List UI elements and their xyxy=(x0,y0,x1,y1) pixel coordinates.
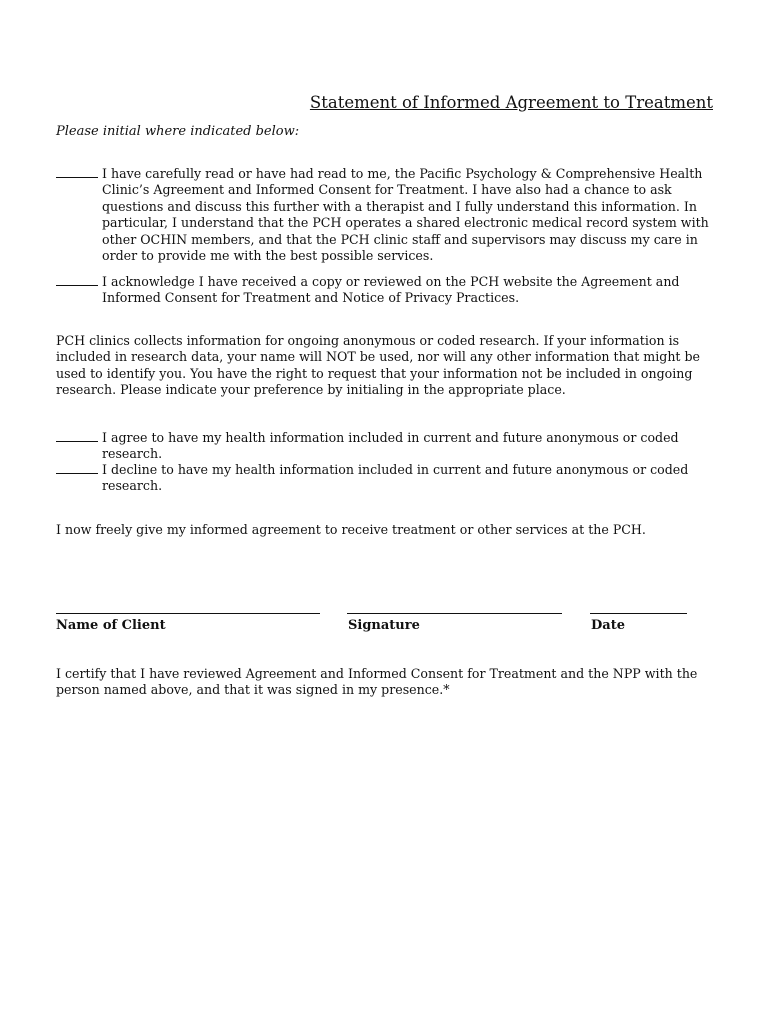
initial-item-text: I acknowledge I have received a copy or reviewed on the PCH website the Agreement and Informed Consent for Treatment and Notice of Privacy Practices. xyxy=(102,274,680,306)
date-line[interactable] xyxy=(590,613,687,614)
research-item-text: I agree to have my health information included in current and future anonymous or coded research. xyxy=(102,430,679,462)
initial-item-acknowledge-copy xyxy=(56,274,716,307)
client-name-label: Name of Client xyxy=(56,618,166,633)
initial-blank-line[interactable] xyxy=(56,431,98,442)
research-item-agree xyxy=(56,430,716,463)
initial-item-text: I have carefully read or have had read to me, the Pacific Psychology & Comprehensive Health Clinic’s Agreement and Informed Consent for Treatment. I have also had a chance to ask questions and discuss this further with a therapist and I fully understand this information. In particular, I understand that the PCH operates a shared electronic medical record system with other OCHIN members, and that the PCH clinic staff and supervisors may discuss my care in order to provide me with the best possible services. xyxy=(102,166,709,264)
signature-label: Signature xyxy=(348,618,420,633)
signature-line[interactable] xyxy=(347,613,562,614)
initial-blank-line[interactable] xyxy=(56,275,98,286)
client-name-line[interactable] xyxy=(56,613,320,614)
research-paragraph: PCH clinics collects information for ongoing anonymous or coded research. If your information is included in research data, your name will NOT be used, nor will any other information that might be used to identify you. You have the right to request that your information not be included in ongoing research. Please indicate your preference by initialing in the appropriate place. xyxy=(56,333,701,398)
instructions-text: Please initial where indicated below: xyxy=(56,124,300,139)
initial-blank-line[interactable] xyxy=(56,167,98,178)
initial-item-read-agreement xyxy=(56,166,716,264)
research-item-decline xyxy=(56,462,716,495)
date-label: Date xyxy=(591,618,625,633)
agreement-statement: I now freely give my informed agreement to receive treatment or other services at the PCH. xyxy=(56,522,646,537)
research-item-text: I decline to have my health information included in current and future anonymous or coded research. xyxy=(102,462,689,494)
certification-statement: I certify that I have reviewed Agreement and Informed Consent for Treatment and the NPP with the person named above, and that it was signed in my presence.* xyxy=(56,666,698,698)
document-title: Statement of Informed Agreement to Treatment xyxy=(309,93,713,112)
initial-blank-line[interactable] xyxy=(56,463,98,474)
